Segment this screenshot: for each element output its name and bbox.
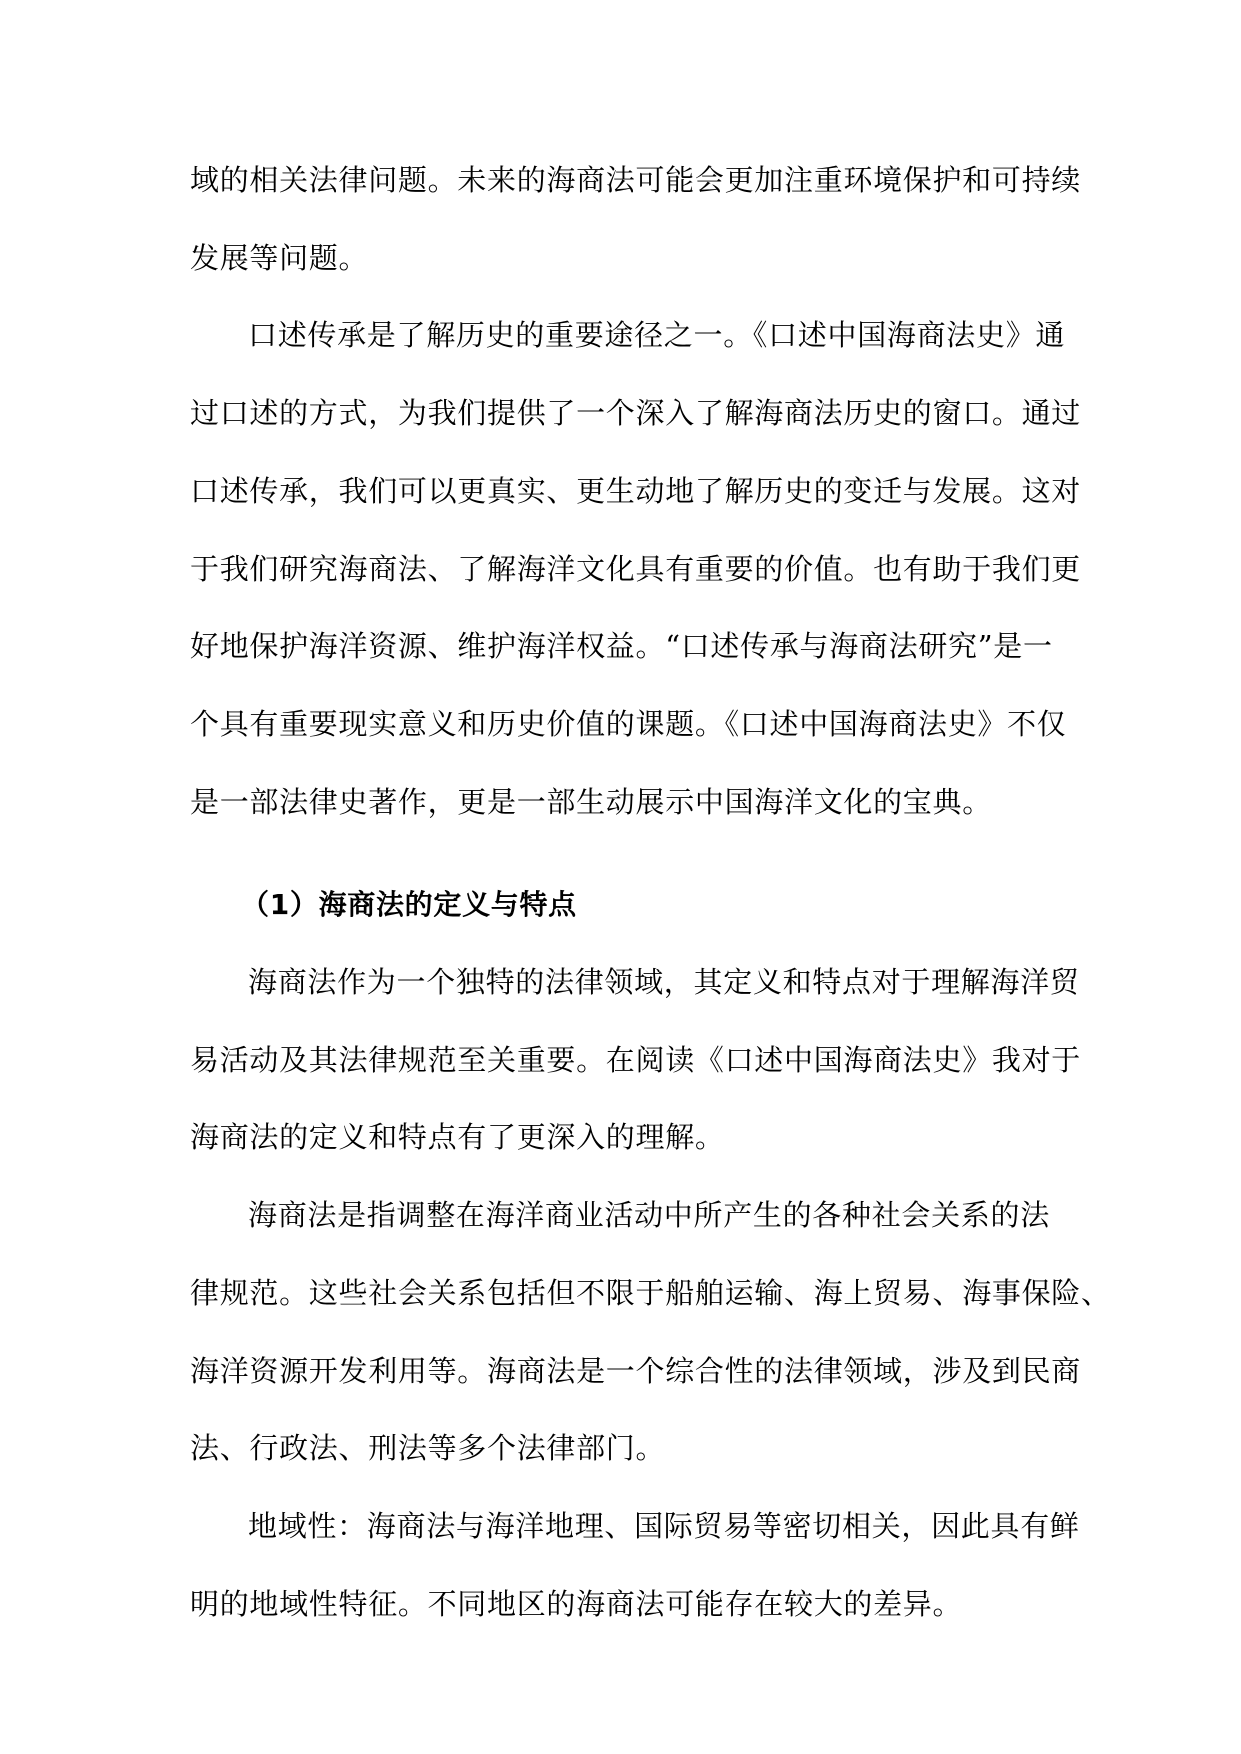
section-heading: （1）海商法的定义与特点 [241,888,577,922]
text-line: 好地保护海洋资源、维护海洋权益。“口述传承与海商法研究”是一 [190,629,1053,664]
text-line: 域的相关法律问题。未来的海商法可能会更加注重环境保护和可持续 [190,163,1082,197]
paragraph-definition [190,1177,1111,1488]
text-line: 明的地域性特征。不同地区的海商法可能存在较大的差异。 [190,1586,963,1621]
text-line: 口述传承是了解历史的重要途径之一。《口述中国海商法史》通 [248,318,1066,353]
text-line: 发展等问题。 [190,240,369,275]
text-line: 过口述的方式，为我们提供了一个深入了解海商法历史的窗口。通过 [190,396,1082,431]
paragraph-continued [190,142,1082,297]
paragraph-definition-intro [190,944,1082,1177]
text-line: 易活动及其法律规范至关重要。在阅读《口述中国海商法史》我对于 [190,1042,1082,1077]
text-line: 个具有重要现实意义和历史价值的课题。《口述中国海商法史》不仅 [190,706,1067,741]
text-line: 法、行政法、刑法等多个法律部门。 [190,1431,666,1466]
paragraph-oral-tradition [190,297,1082,841]
text-line: 海商法作为一个独特的法律领域，其定义和特点对于理解海洋贸 [248,965,1080,1000]
text-line: 口述传承，我们可以更真实、更生动地了解历史的变迁与发展。这对 [190,473,1082,508]
text-line: 是一部法律史著作，更是一部生动展示中国海洋文化的宝典。 [190,784,992,819]
paragraph-regional [190,1488,1080,1643]
text-line: 海洋资源开发利用等。海商法是一个综合性的法律领域，涉及到民商 [190,1353,1082,1388]
text-line: 海商法的定义和特点有了更深入的理解。 [190,1120,725,1155]
document-page [190,142,1111,1643]
text-line: 地域性：海商法与海洋地理、国际贸易等密切相关，因此具有鲜 [248,1508,1080,1543]
text-line: 律规范。这些社会关系包括但不限于船舶运输、海上贸易、海事保险、 [190,1275,1111,1310]
text-line: 海商法是指调整在海洋商业活动中所产生的各种社会关系的法 [248,1198,1050,1233]
text-line: 于我们研究海商法、了解海洋文化具有重要的价值。也有助于我们更 [190,551,1082,586]
